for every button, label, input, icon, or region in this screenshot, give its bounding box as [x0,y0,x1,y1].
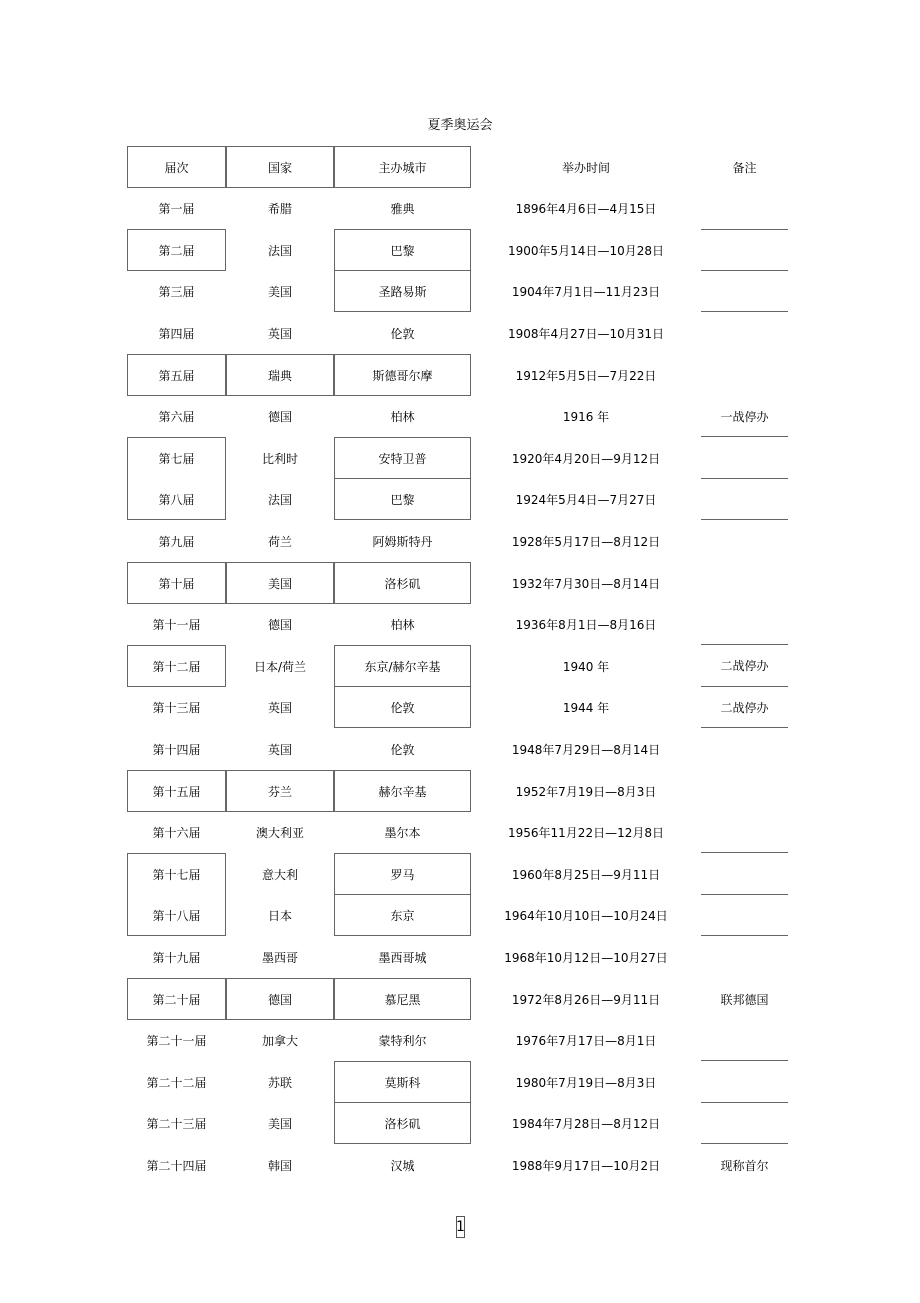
cell-session: 第六届 [158,410,195,424]
cell-session: 第二十三届 [146,1117,207,1131]
cell-dates: 1972年8月26日—9月11日 [511,992,661,1007]
cell-host-city: 罗马 [334,853,471,895]
cell-country: 澳大利亚 [255,826,304,840]
cell-session: 第五届 [127,354,226,396]
cell-remarks [701,728,788,770]
cell-session: 第四届 [158,326,195,341]
cell-dates: 1932年7月30日—8月14日 [511,576,661,591]
cell-remarks [701,936,788,978]
cell-host-city: 巴黎 [334,229,471,271]
cell-session: 第十七届 [127,853,226,895]
cell-country: 法国 [267,493,292,507]
cell-remarks: 一战停办 [701,396,788,437]
cell-host-city: 斯德哥尔摩 [334,354,471,396]
cell-country: 德国 [267,410,292,424]
cell-host-city: 赫尔辛基 [334,770,471,812]
cell-host-city: 安特卫普 [334,437,471,479]
cell-session: 第二十一届 [146,1034,207,1048]
cell-session: 第十六届 [152,826,201,840]
cell-host-city: 柏林 [390,618,415,632]
cell-remarks [701,229,788,271]
cell-dates: 1912年5月5日—7月22日 [515,368,657,383]
cell-country: 加拿大 [261,1034,298,1048]
cell-dates: 1968年10月12日—10月27日 [504,950,668,965]
cell-remarks [701,1103,788,1144]
cell-session: 第十三届 [152,701,201,715]
cell-dates: 1964年10月10日—10月24日 [504,909,668,923]
cell-host-city: 雅典 [390,202,415,216]
cell-session: 第十一届 [152,618,201,632]
cell-host-city: 洛杉矶 [334,1103,471,1144]
cell-dates: 1928年5月17日—8月12日 [511,534,661,549]
cell-remarks [701,479,788,520]
cell-country: 美国 [267,1117,292,1131]
header-country: 国家 [226,146,334,188]
page-number: 1 [456,1216,465,1238]
cell-session: 第十届 [127,562,226,604]
cell-remarks [701,188,788,229]
cell-country: 英国 [267,326,292,341]
cell-session: 第七届 [127,437,226,479]
cell-dates: 1896年4月6日—4月15日 [515,202,657,216]
cell-country: 意大利 [261,867,298,882]
cell-host-city: 汉城 [390,1158,415,1173]
cell-country: 德国 [267,618,292,632]
header-host-city: 主办城市 [334,146,471,188]
cell-session: 第十九届 [152,950,201,965]
cell-dates: 1944 年 [562,701,610,715]
cell-country: 韩国 [267,1158,292,1173]
cell-remarks: 现称首尔 [720,1158,769,1173]
cell-session: 第十四届 [152,742,201,757]
cell-dates: 1920年4月20日—9月12日 [511,451,661,466]
cell-session: 第十八届 [127,895,226,936]
cell-remarks [701,770,788,812]
header-dates: 举办时间 [561,160,610,175]
cell-host-city: 慕尼黑 [334,978,471,1020]
cell-session: 第二十四届 [146,1158,207,1173]
cell-remarks [701,312,788,354]
cell-remarks [701,1020,788,1061]
cell-session: 第二十二届 [146,1075,207,1090]
cell-country: 英国 [267,742,292,757]
cell-session: 第三届 [158,285,195,299]
cell-remarks: 二战停办 [701,687,788,728]
page-title: 夏季奥运会 [427,118,493,133]
cell-dates: 1908年4月27日—10月31日 [508,326,664,341]
cell-remarks [701,520,788,562]
cell-remarks [701,437,788,479]
cell-host-city: 阿姆斯特丹 [372,534,433,549]
cell-host-city: 伦敦 [390,326,415,341]
cell-dates: 1960年8月25日—9月11日 [511,867,661,882]
cell-country: 芬兰 [226,770,334,812]
cell-remarks: 二战停办 [701,645,788,687]
cell-country: 日本 [267,909,292,923]
cell-remarks [701,354,788,396]
cell-remarks [701,812,788,853]
cell-country: 苏联 [267,1075,292,1090]
cell-dates: 1936年8月1日—8月16日 [515,618,657,632]
cell-dates: 1948年7月29日—8月14日 [511,742,661,757]
cell-country: 比利时 [261,451,298,466]
cell-host-city: 东京 [334,895,471,936]
cell-dates: 1976年7月17日—8月1日 [515,1034,657,1048]
cell-dates: 1904年7月1日—11月23日 [511,285,661,299]
header-remarks: 备注 [732,160,757,175]
cell-session: 第二届 [127,229,226,271]
cell-host-city: 巴黎 [334,479,471,520]
cell-dates: 1900年5月14日—10月28日 [508,243,664,258]
cell-host-city: 洛杉矶 [334,562,471,604]
cell-host-city: 墨西哥城 [378,950,427,965]
cell-host-city: 柏林 [390,410,415,424]
cell-remarks [701,562,788,604]
cell-country: 美国 [267,285,292,299]
cell-dates: 1984年7月28日—8月12日 [511,1117,661,1131]
cell-session: 第二十届 [127,978,226,1020]
cell-host-city: 圣路易斯 [334,271,471,312]
cell-country: 美国 [226,562,334,604]
cell-remarks [701,604,788,645]
cell-remarks [701,1061,788,1103]
header-session: 届次 [127,146,226,188]
cell-session: 第十二届 [127,645,226,687]
cell-country: 瑞典 [226,354,334,396]
cell-country: 德国 [226,978,334,1020]
cell-country: 希腊 [267,202,292,216]
cell-remarks [701,853,788,895]
cell-country: 荷兰 [267,534,292,549]
cell-country: 墨西哥 [261,950,298,965]
cell-session: 第十五届 [127,770,226,812]
cell-host-city: 莫斯科 [334,1061,471,1103]
cell-country: 法国 [267,243,292,258]
cell-host-city: 墨尔本 [384,826,421,840]
cell-dates: 1924年5月4日—7月27日 [515,493,657,507]
cell-dates: 1980年7月19日—8月3日 [515,1075,657,1090]
cell-host-city: 东京/赫尔辛基 [334,645,471,687]
cell-dates: 1940 年 [562,659,610,674]
cell-remarks [701,895,788,936]
cell-dates: 1952年7月19日—8月3日 [515,784,657,799]
cell-remarks [701,271,788,312]
cell-country: 日本/荷兰 [253,659,307,674]
cell-session: 第一届 [158,202,195,216]
cell-remarks: 联邦德国 [720,992,769,1007]
cell-host-city: 伦敦 [334,687,471,728]
cell-session: 第九届 [158,534,195,549]
cell-host-city: 蒙特利尔 [378,1034,427,1048]
cell-dates: 1988年9月17日—10月2日 [511,1158,661,1173]
cell-dates: 1956年11月22日—12月8日 [508,826,664,840]
cell-country: 英国 [267,701,292,715]
cell-host-city: 伦敦 [390,742,415,757]
cell-dates: 1916 年 [562,410,610,424]
cell-session: 第八届 [127,479,226,520]
